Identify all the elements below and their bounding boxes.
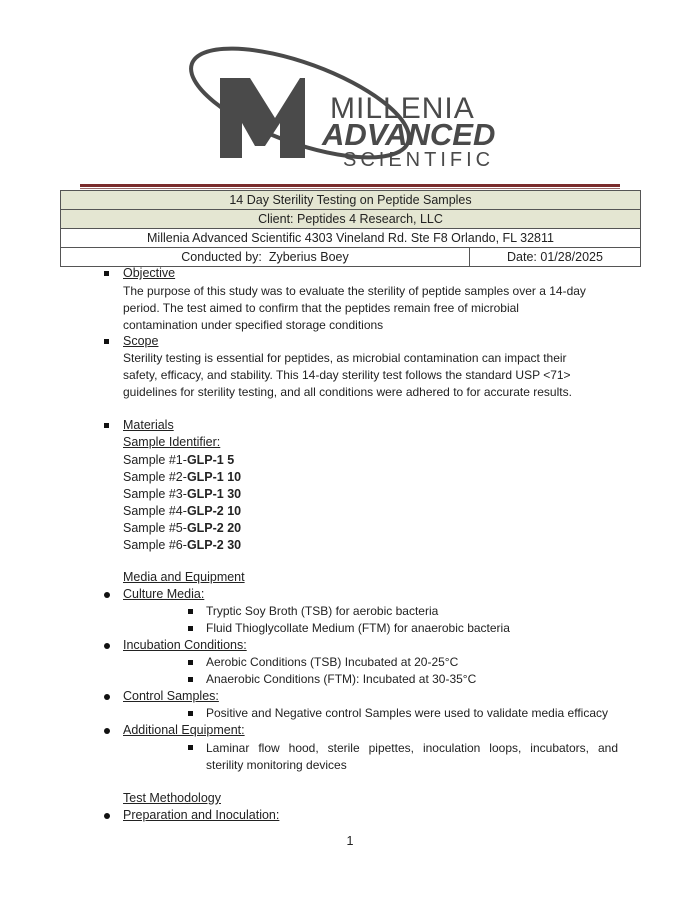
list-item: Aerobic Conditions (TSB) Incubated at 20-25°C bbox=[206, 655, 459, 669]
square-bullet-icon bbox=[104, 339, 109, 344]
equipment-line: sterility monitoring devices bbox=[206, 758, 347, 772]
square-bullet-icon bbox=[188, 711, 193, 716]
report-title: 14 Day Sterility Testing on Peptide Samples bbox=[61, 191, 641, 210]
scope-line: Sterility testing is essential for peptides, as microbial contamination can impact their bbox=[123, 351, 567, 365]
objective-line: The purpose of this study was to evaluate the sterility of peptide samples over a 14-day bbox=[123, 284, 586, 298]
square-bullet-icon bbox=[188, 660, 193, 665]
logo-m-mark bbox=[220, 78, 305, 158]
list-item: Sample #3-GLP-1 30 bbox=[123, 487, 242, 501]
list-item: Tryptic Soy Broth (TSB) for aerobic bacteria bbox=[206, 604, 439, 618]
list-item: Positive and Negative control Samples were used to validate media efficacy bbox=[206, 706, 608, 720]
materials-heading: Materials bbox=[123, 418, 174, 432]
round-bullet-icon bbox=[104, 813, 110, 819]
logo-text-advanced: ADVANCED bbox=[322, 117, 496, 152]
objective-heading: Objective bbox=[123, 266, 176, 280]
scope-line: safety, efficacy, and stability. This 14-day sterility test follows the standard USP <71> bbox=[123, 368, 571, 382]
sample-list bbox=[123, 452, 241, 554]
scope-text bbox=[123, 350, 613, 401]
list-item: Fluid Thioglycollate Medium (FTM) for anaerobic bacteria bbox=[206, 621, 510, 635]
report-date: Date: 01/28/2025 bbox=[470, 248, 641, 267]
list-item: Sample #2-GLP-1 10 bbox=[123, 470, 242, 484]
round-bullet-icon bbox=[104, 643, 110, 649]
logo-text-millenia: MILLENIA bbox=[330, 92, 475, 125]
methodology-heading: Test Methodology bbox=[123, 791, 221, 805]
objective-line: period. The test aimed to confirm that the peptides remain free of microbial bbox=[123, 301, 519, 315]
square-bullet-icon bbox=[104, 423, 109, 428]
list-item: Sample #1-GLP-1 5 bbox=[123, 453, 235, 467]
sample-identifier-heading: Sample Identifier: bbox=[123, 435, 221, 449]
round-bullet-icon bbox=[104, 592, 110, 598]
media-heading: Media and Equipment bbox=[123, 570, 245, 584]
conducted-name: Zyberius Boey bbox=[268, 250, 349, 264]
objective-line: contamination under specified storage conditions bbox=[123, 318, 384, 332]
culture-media-heading: Culture Media: bbox=[123, 587, 205, 601]
report-header-table bbox=[60, 190, 641, 267]
round-bullet-icon bbox=[104, 694, 110, 700]
lab-address: Millenia Advanced Scientific 4303 Vineland Rd. Ste F8 Orlando, FL 32811 bbox=[61, 229, 641, 248]
company-logo bbox=[180, 28, 520, 178]
square-bullet-icon bbox=[188, 745, 193, 750]
square-bullet-icon bbox=[188, 677, 193, 682]
equipment-line: Laminar flow hood, sterile pipettes, inoculation loops, incubators, and bbox=[206, 741, 618, 755]
list-item: Sample #5-GLP-2 20 bbox=[123, 521, 242, 535]
conducted-label: Conducted by: bbox=[181, 250, 262, 264]
square-bullet-icon bbox=[188, 626, 193, 631]
client-name: Client: Peptides 4 Research, LLC bbox=[61, 210, 641, 229]
objective-text bbox=[123, 283, 613, 334]
list-item bbox=[206, 740, 618, 774]
scope-heading: Scope bbox=[123, 334, 159, 348]
square-bullet-icon bbox=[104, 271, 109, 276]
square-bullet-icon bbox=[188, 609, 193, 614]
list-item: Sample #6-GLP-2 30 bbox=[123, 538, 242, 552]
incubation-heading: Incubation Conditions: bbox=[123, 638, 247, 652]
preparation-heading: Preparation and Inoculation: bbox=[123, 808, 280, 822]
additional-equipment-heading: Additional Equipment: bbox=[123, 723, 245, 737]
list-item: Anaerobic Conditions (FTM): Incubated at 30-35°C bbox=[206, 672, 477, 686]
round-bullet-icon bbox=[104, 728, 110, 734]
control-samples-heading: Control Samples: bbox=[123, 689, 219, 703]
scope-line: guidelines for sterility testing, and all conditions were adhered to for accurate results. bbox=[123, 385, 572, 399]
list-item: Sample #4-GLP-2 10 bbox=[123, 504, 242, 518]
header-divider-thin bbox=[80, 188, 620, 189]
logo-text-scientific: SCIENTIFIC bbox=[343, 149, 495, 171]
page-number: 1 bbox=[346, 834, 354, 848]
conducted-by bbox=[61, 248, 470, 267]
header-divider bbox=[80, 184, 620, 187]
